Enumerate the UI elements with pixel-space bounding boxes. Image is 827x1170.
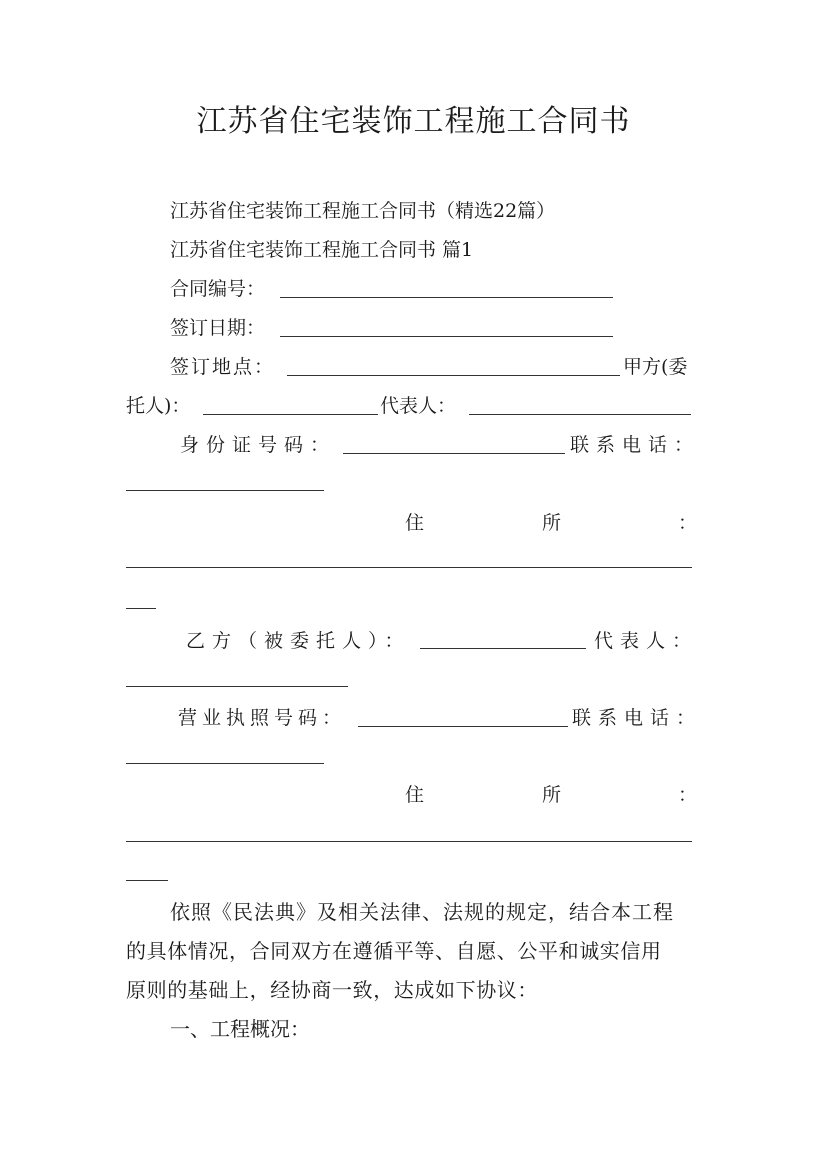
- id-number-label: 身份证号码：: [180, 434, 337, 456]
- party-a-address-blank: [126, 567, 692, 568]
- party-a-address-char2: 所: [542, 512, 562, 534]
- party-b-address-char2: 所: [542, 784, 562, 806]
- section-heading-project-overview: 一、工程概况：: [170, 1017, 310, 1041]
- paragraph-line-3: 原则的基础上，经协商一致，达成如下协议：: [126, 978, 538, 1002]
- party-a-address-colon: ：: [678, 512, 698, 534]
- party-a-rep-blank: [469, 414, 691, 415]
- party-a-address-char1: 住: [405, 512, 425, 534]
- party-b-address-blank-tail: [126, 880, 168, 881]
- party-b-phone-blank: [126, 763, 324, 764]
- contract-no-blank: [280, 297, 613, 298]
- party-b-address-blank: [126, 841, 692, 842]
- paragraph-line-2: 的具体情况，合同双方在遵循平等、自愿、公平和诚实信用: [126, 939, 662, 963]
- party-b-rep-blank: [126, 686, 348, 687]
- party-a-rep-label: 代表人：: [380, 395, 457, 417]
- id-number-blank: [343, 453, 565, 454]
- party-b-rep-label: 代表人：: [594, 630, 699, 652]
- sign-place-blank: [287, 375, 620, 376]
- party-a-phone-label: 联系电话：: [570, 434, 701, 456]
- section-heading: 江苏省住宅装饰工程施工合同书 篇1: [170, 239, 474, 261]
- party-a-label-part2: 托人)：: [126, 395, 191, 417]
- party-a-address-blank-tail: [126, 608, 156, 609]
- sign-date-label: 签订日期：: [170, 317, 266, 339]
- document-title: 江苏省住宅装饰工程施工合同书: [196, 104, 631, 139]
- party-a-blank: [203, 414, 378, 415]
- party-b-address-colon: ：: [678, 784, 698, 806]
- party-b-address-char1: 住: [405, 784, 425, 806]
- sign-place-label: 签订地点：: [170, 356, 276, 378]
- license-number-label: 营业执照号码：: [178, 707, 347, 729]
- party-b-blank: [420, 648, 586, 649]
- contract-no-label: 合同编号：: [170, 278, 266, 300]
- party-b-phone-label: 联系电话：: [572, 707, 703, 729]
- sign-date-blank: [280, 336, 613, 337]
- license-number-blank: [358, 726, 568, 727]
- party-a-phone-blank: [126, 490, 324, 491]
- party-b-label: 乙方（被委托人）：: [186, 630, 411, 652]
- subtitle-text: 江苏省住宅装饰工程施工合同书（精选22篇）: [170, 200, 556, 222]
- party-a-label-part1: 甲方(委: [623, 356, 688, 378]
- paragraph-line-1: 依照《民法典》及相关法律、法规的规定，结合本工程: [170, 900, 674, 924]
